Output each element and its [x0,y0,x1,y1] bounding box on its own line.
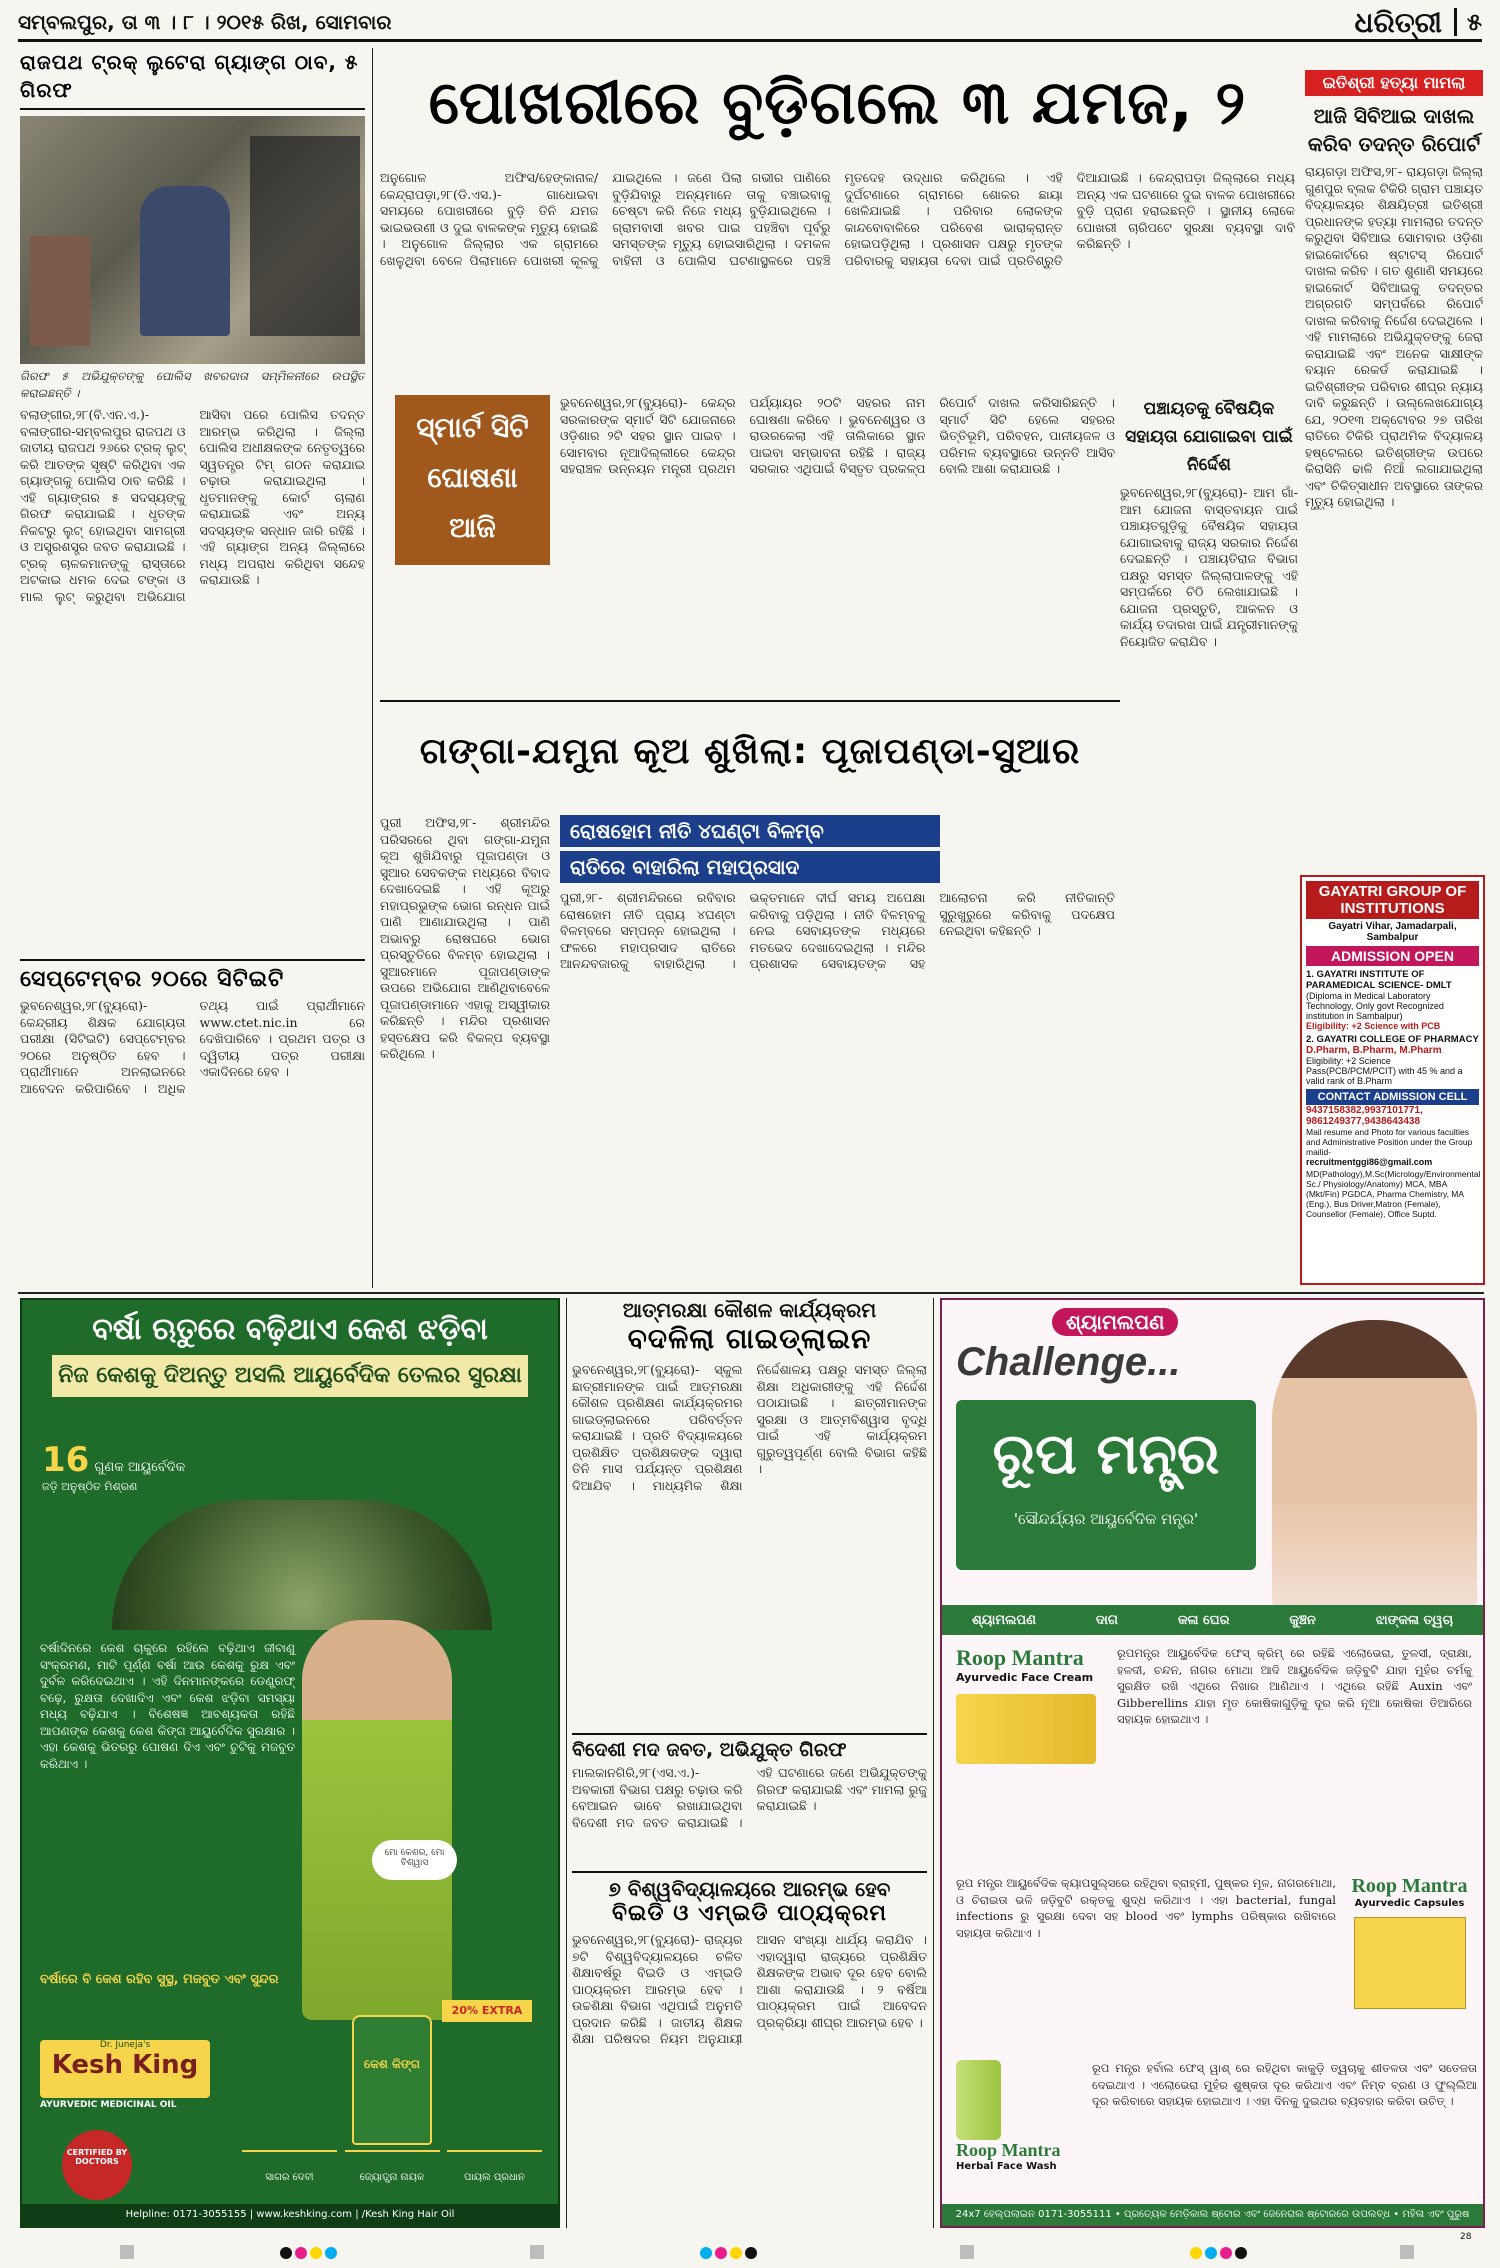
capsule-box-image [1354,1917,1466,2009]
ad-gayatri [1300,875,1485,1285]
university-h2: ବିଇଡି ଓ ଏମ୍ଇଡି ପାଠ୍ୟକ୍ରମ [612,1901,887,1926]
university-headline [572,1871,927,1926]
facewash-sub: Herbal Face Wash [956,2161,1057,2172]
capsule-product [1342,1875,1477,2045]
amrakshya-body: ଭୁବନେଶ୍ୱର,୨୮(ବ୍ୟୁରୋ)- ସ୍କୁଲ ଛାତ୍ରୀମାନଙ୍କ ପାଇଁ ଆତ୍ମରକ୍ଷା କୌଶଳ ପ୍ରଶିକ୍ଷଣ କାର୍ଯ୍ୟକ୍ରମର ଗାଇଡ୍ଲାଇନରେ ପରିବର୍ତ୍ତନ କରାଯାଇଛି । ପ୍ରତି ବିଦ୍ୟାଳୟରେ ପ୍ରଶିକ୍ଷିତ ପ୍ରଶିକ୍ଷକଙ୍କ ଦ୍ୱାରା ତିନି ମାସ ପର୍ଯ୍ୟନ୍ତ ପ୍ରଶିକ୍ଷଣ ଦିଆଯିବ । ମାଧ୍ୟମିକ ଶିକ୍ଷା ନିର୍ଦ୍ଦେଶାଳୟ ପକ୍ଷରୁ ସମସ୍ତ ଜିଲ୍ଲା ଶିକ୍ଷା ଅଧିକାରୀଙ୍କୁ ଏହି ନିର୍ଦ୍ଦେଶ ପଠାଯାଇଛି । ଛାତ୍ରୀମାନଙ୍କ ସୁରକ୍ଷା ଓ ଆତ୍ମବିଶ୍ୱାସ ବୃଦ୍ଧି ପାଇଁ ଏହି କାର୍ଯ୍ୟକ୍ରମ ଗୁରୁତ୍ୱପୂର୍ଣ୍ଣ ବୋଲି ବିଭାଗ କହିଛି । [572,1362,927,1493]
print-marks-3 [530,2244,544,2260]
cbi-body: ରାୟଗଡ଼ା ଅଫିସ,୨୮- ରାୟଗଡ଼ା ଜିଲ୍ଲା ଗୁଣପୁର ବ୍ଲକ ଟିକିରି ଗ୍ରାମ ପଞ୍ଚାୟତ ବିଦ୍ୟାଳୟର ଶିକ୍ଷୟିତ୍ରୀ ଇତିଶ୍ରୀ ପ୍ରଧାନଙ୍କ ହତ୍ୟା ମାମଲାର ତଦନ୍ତ କରୁଥିବା ସିବିଆଇ ସୋମବାର ଓଡ଼ିଶା ହାଇକୋର୍ଟରେ ଷ୍ଟାଟସ୍ ରିପୋର୍ଟ ଦାଖଲ କରିବ । ଗତ ଶୁଣାଣି ସମୟରେ ହାଇକୋର୍ଟ ସିବିଆଇକୁ ତଦନ୍ତର ଅଗ୍ରଗତି ସମ୍ପର୍କରେ ରିପୋର୍ଟ ଦାଖଲ କରିବାକୁ ନିର୍ଦ୍ଦେଶ ଦେଇଥିଲେ । ଏହି ମାମଲାରେ ଅଭିଯୁକ୍ତଙ୍କୁ ଜେରା କରାଯାଇଛି ଏବଂ ଅନେକ ସାକ୍ଷୀଙ୍କ ବୟାନ ରେକର୍ଡ କରାଯାଇଛି । ଇତିଶ୍ରୀଙ୍କ ପରିବାର ଶୀଘ୍ର ନ୍ୟାୟ ଦାବି କରୁଛନ୍ତି । ଉଲ୍ଲେଖଯୋଗ୍ୟ ଯେ, ୨୦୧୩ ଅକ୍ଟୋବର ୨୭ ତାରିଖ ରାତିରେ ଟିକିରି ପ୍ରାଥମିକ ବିଦ୍ୟାଳୟ ହଷ୍ଟେଲରେ ଇତିଶ୍ରୀଙ୍କ ଉପରେ କିରାସିନି ଢାଳି ନିଆଁ ଲଗାଯାଇଥିଲା ଏବଂ ଚିକିତ୍ସାଧୀନ ଅବସ୍ଥାରେ ତାଙ୍କର ମୃତ୍ୟୁ ହୋଇଥିଲା । [1305,164,1483,509]
middle-lower-column [572,1298,927,2228]
extra-tag: 20% EXTRA [442,2000,532,2022]
model-face-image [1272,1320,1477,1610]
roop-issues-bar [942,1605,1483,1635]
cream-product [956,1645,1106,1815]
kesh-badge [42,1440,212,1500]
story-panchayat [1120,395,1298,695]
banner-roshahoma: ରୋଷହୋମ ନୀତି ୪ଘଣ୍ଟା ବିଳମ୍ବ [560,815,940,847]
cbi-tag: ଇତିଶ୍ରୀ ହତ୍ୟା ମାମଲା [1305,70,1483,96]
roop-footer: 24x7 ହେଲ୍ପଲାଇନ 0171-3055111 • ପ୍ରତ୍ୟେକ ମେଡ଼ିକାଲ ଷ୍ଟୋର ଏବଂ ଜେନେରାଲ ଷ୍ଟୋରରେ ଉପଲବ୍ଧ • ମହିଳା ଏବଂ ପୁରୁଷ [942,2204,1483,2226]
truck-headline: ରାଜପଥ ଟ୍ରକ୍ ଲୁଟେରା ଗ୍ୟାଙ୍ଗ ଠାବ, ୫ ଗିରଫ [20,48,365,110]
puja-headline-box [380,700,1120,810]
kesh-brand-sub: AYURVEDIC MEDICINAL OIL [40,2100,177,2110]
quote-bubble: ମୋ କେଶର, ମୋ ବିଶ୍ୱାସ [372,1840,457,1880]
university-h1: ୭ ବିଶ୍ୱବିଦ୍ୟାଳୟରେ ଆରମ୍ଭ ହେବ [608,1877,891,1901]
roop-challenge: Challenge... [956,1340,1181,1384]
issue-1: ଶ୍ୟାମଲପଣ [971,1612,1036,1628]
ctet-headline: ସେପ୍ଟେମ୍ବର ୨୦ରେ ସିଟିଇଟି [20,959,365,992]
kesh-logo [40,2040,210,2098]
gayatri-item1-elig: Eligibility: +2 Science with PCB [1306,1021,1441,1031]
amrakshya-h1: ଆତ୍ମରକ୍ଷା କୌଶଳ କାର୍ଯ୍ୟକ୍ରମ [622,1298,877,1322]
masthead [18,6,1482,42]
kesh-headline: ବର୍ଷା ଋତୁରେ ବଢ଼ିଥାଏ କେଶ ଝଡ଼ିବା [92,1312,488,1347]
kesh-body: ବର୍ଷାଦିନରେ କେଶ ଚାକୁରେ ରହିଲେ ବଢ଼ିଥାଏ ଜୀବାଣୁ ସଂକ୍ରମଣ, ମାଟି ପୂର୍ଣ୍ଣ ବର୍ଷା ଆଉ କେଶକୁ ରୁକ୍ଷ ଏବଂ ଦୁର୍ବଳ କରିଦେଇଥାଏ । ଏହି ଦିନମାନଙ୍କରେ ଡେଣ୍ଡ୍ରଫ୍ ବଢ଼େ, ରୁକ୍ଷତା ଦେଖାଦିଏ ଏବଂ କେଶ ଝଡ଼ିବା ସମସ୍ୟା ମଧ୍ୟ ବଢ଼ିଯାଏ । ବିଶେଷଜ୍ଞ ଆବଶ୍ୟକତା ରହିଛି ଆପଣଙ୍କ କେଶକୁ କେଶ କିଙ୍ଗ ଆୟୁର୍ବେଦିକ ସୁରକ୍ଷାର । ଏହା କେଶକୁ ଭିତରରୁ ପୋଷଣ ଦିଏ ଏବଂ ଚୁଟିକୁ ମଜବୁତ କରିଥାଏ । [40,1641,295,1771]
kesh-tagline: ବର୍ଷାରେ ବି କେଶ ରହିବ ସୁସ୍ଥ, ମଜବୁତ ଏବଂ ସୁନ୍ଦର [40,1972,279,1987]
officer-figure [140,186,230,336]
umbrella-image [112,1500,492,1630]
testimonial-2: ଜ୍ୟୋତ୍ସ୍ନା ନାୟକ [345,2150,440,2200]
testimonial-3: ପାୟଲ ପ୍ରଧାନ [447,2150,542,2200]
banner-mahaprasad: ରାତିରେ ବାହାରିଲା ମହାପ୍ରସାଦ [560,851,940,883]
certified-seal: CERTIFIED BY DOCTORS [62,2130,132,2200]
cream-name: Roop Mantra [956,1645,1084,1670]
kesh-helpline: Helpline: 0171-3055155 | www.keshking.com | /Kesh King Hair Oil [22,2204,558,2226]
page-number: ୫ [1454,8,1482,36]
gayatri-item2: 2. GAYATRI COLLEGE OF PHARMACY [1306,1034,1479,1045]
facewash-product [956,2060,1086,2200]
police-woman-figure [30,236,90,346]
facewash-tube-image [956,2060,1001,2140]
roop-brand-top: ଶ୍ୟାମଲପଣ [1052,1308,1178,1336]
print-marks-5 [960,2244,974,2260]
truck-caption: ଗିରଫ ୫ ଅଭିଯୁକ୍ତଙ୍କୁ ପୋଲିସ ଖବରଦାତା ସମ୍ମିଳନୀରେ ଉପସ୍ଥିତ କରାଇଛନ୍ତି । [20,369,365,400]
gayatri-item1: 1. GAYATRI INSTITUTE OF PARAMEDICAL SCIENCE- DMLT [1306,969,1452,991]
truck-body: ବଲାଙ୍ଗୀର,୨୮(ବି.ଏନ.ଏ.)- ବଳାଙ୍ଗୀର-ସମ୍ବଲପୁର ରାଜପଥ ଓ ଜାତୀୟ ରାଜପଥ ୨୬ରେ ଟ୍ରକ୍ ଲୁଟ୍ କରି ଆତଙ୍କ ସୃଷ୍ଟି କରିଥିବା ଏକ ଗ୍ୟାଙ୍ଗକୁ ପୋଲିସ ଠାବ କରିଛି । ଏହି ଗ୍ୟାଙ୍ଗର ୫ ସଦସ୍ୟଙ୍କୁ ଗିରଫ କରାଯାଇଛି । ଧୃତଙ୍କ ନିକଟରୁ ଲୁଟ୍ ହୋଇଥିବା ସାମଗ୍ରୀ ଓ ଅସ୍ତ୍ରଶସ୍ତ୍ର ଜବତ କରାଯାଇଛି । ଟ୍ରକ୍ ଚାଳକମାନଙ୍କୁ ରାସ୍ତାରେ ଅଟକାଇ ଧମକ ଦେଇ ଟଙ୍କା ଓ ମାଲ ଲୁଟ୍ କରୁଥିବା ଅଭିଯୋଗ ଆସିବା ପରେ ପୋଲିସ ତଦନ୍ତ ଆରମ୍ଭ କରିଥିଲା । ଜିଲ୍ଲା ପୋଲିସ ଅଧୀକ୍ଷକଙ୍କ ନେତୃତ୍ୱରେ ସ୍ୱତନ୍ତ୍ର ଟିମ୍ ଗଠନ କରାଯାଇ ଚଢ଼ାଉ କରାଯାଇଥିଲା । ଧୃତମାନଙ୍କୁ କୋର୍ଟ ଚାଲାଣ କରାଯାଇଛି ଏବଂ ଅନ୍ୟ ସଦସ୍ୟଙ୍କ ସନ୍ଧାନ ଜାରି ରହିଛି । ଏହି ଗ୍ୟାଙ୍ଗ ଅନ୍ୟ ଜିଲ୍ଲାରେ ମଧ୍ୟ ଅପରାଧ କରିଥିବା ସନ୍ଦେହ କରାଯାଉଛି । [20,407,365,604]
cream-sub: Ayurvedic Face Cream [956,1671,1094,1684]
gayatri-address: Gayatri Vihar, Jamadarpali, Sambalpur [1328,921,1457,943]
ad-roopmantra [940,1298,1485,2228]
gayatri-item2-elig: Eligibility: +2 Science Pass(PCB/PCM/PCIT) with 45 % and a valid rank of B.Pharm [1306,1056,1463,1086]
liquor-body: ମାଲକାନଗିରି,୨୮(ଏସ.ଏ.)- ଅବକାରୀ ବିଭାଗ ପକ୍ଷରୁ ଚଢ଼ାଉ କରି ବେଆଇନ ଭାବେ ରଖାଯାଇଥିବା ବିଦେଶୀ ମଦ ଜବତ କରାଯାଇଛି । ଏହି ଘଟଣାରେ ଜଣେ ଅଭିଯୁକ୍ତଙ୍କୁ ଗିରଫ କରାଯାଇଛି ଏବଂ ମାମଲା ରୁଜୁ କରାଯାଇଛି । [572,1765,927,1830]
panchayat-body: ଭୁବନେଶ୍ୱର,୨୮(ବ୍ୟୁରୋ)- ଆମ ଗାଁ-ଆମ ଯୋଜନା ବାସ୍ତବାୟନ ପାଇଁ ପଞ୍ଚାୟତଗୁଡ଼ିକୁ ବୈଷୟିକ ସହାୟତା ଯୋଗାଇବାକୁ ରାଜ୍ୟ ସରକାର ନିର୍ଦ୍ଦେଶ ଦେଇଛନ୍ତି । ପଞ୍ଚାୟତିରାଜ ବିଭାଗ ପକ୍ଷରୁ ସମସ୍ତ ଜିଲ୍ଲାପାଳଙ୍କୁ ଏହି ସମ୍ପର୍କରେ ଚିଠି ଲେଖାଯାଇଛି । ଯୋଜନା ପ୍ରସ୍ତୁତି, ଆକଳନ ଓ କାର୍ଯ୍ୟ ତଦାରଖ ପାଇଁ ଯନ୍ତ୍ରୀମାନଙ୍କୁ ନିୟୋଜିତ କରାଯିବ । [1120,485,1298,649]
print-marks-4 [700,2244,760,2260]
oil-bottle: କେଶ କିଙ୍ଗ [352,2015,432,2145]
university-body: ଭୁବନେଶ୍ୱର,୨୮(ବ୍ୟୁରୋ)- ରାଜ୍ୟର ୭ଟି ବିଶ୍ୱବିଦ୍ୟାଳୟରେ ଚଳିତ ଶିକ୍ଷାବର୍ଷରୁ ବିଇଡି ଓ ଏମ୍ଇଡି ପାଠ୍ୟକ୍ରମ ଆରମ୍ଭ ହେବ । ଉଚ୍ଚଶିକ୍ଷା ବିଭାଗ ଏଥିପାଇଁ ଅନୁମତି ପ୍ରଦାନ କରିଛି । ଜାତୀୟ ଶିକ୍ଷକ ଶିକ୍ଷା ପରିଷଦର ନିୟମ ଅନୁଯାୟୀ ଆସନ ସଂଖ୍ୟା ଧାର୍ଯ୍ୟ କରାଯିବ । ଏହାଦ୍ୱାରା ରାଜ୍ୟରେ ପ୍ରଶିକ୍ଷିତ ଶିକ୍ଷକଙ୍କ ଅଭାବ ଦୂର ହେବ ବୋଲି ଆଶା କରାଯାଉଛି । ୨ ବର୍ଷିଆ ପାଠ୍ୟକ୍ରମ ପାଇଁ ଆବେଦନ ପ୍ରକ୍ରିୟା ଶୀଘ୍ର ଆରମ୍ଭ ହେବ । [572,1932,927,2046]
badge-text: ଗୁଣକ ଆୟୁର୍ବେଦିକ [94,1460,186,1475]
puja-body2: ପୁରୀ,୨୮- ଶ୍ରୀମନ୍ଦିରରେ ରବିବାର ରୋଷହୋମ ନୀତି ପ୍ରାୟ ୪ଘଣ୍ଟା ବିଳମ୍ବରେ ସମ୍ପନ୍ନ ହୋଇଥିଲା । ଫଳରେ ମହାପ୍ରସାଦ ରାତିରେ ଆନନ୍ଦବଜାରକୁ ବାହାରିଥିଲା । ଭକ୍ତମାନେ ଦୀର୍ଘ ସମୟ ଅପେକ୍ଷା କରିବାକୁ ପଡ଼ିଥିଲା । ନୀତି ବିଳମ୍ବକୁ ନେଇ ସେବାୟତଙ୍କ ମଧ୍ୟରେ ମତଭେଦ ଦେଖାଦେଇଥିଲା । ମନ୍ଦିର ପ୍ରଶାସକ ସେବାୟତଙ୍କ ସହ ଆଲୋଚନା କରି ନୀତିକାନ୍ତି ସୁରୁଖୁରୁରେ କରିବାକୁ ପଦକ୍ଷେପ ନେଇଥିବା କହିଛନ୍ତି । [560,890,1115,971]
gayatri-positions: MD(Pathology),M.Sc(Micrology/Environmental Sc./ Physiology/Anatomy) MCA, MBA (Mkt/Fin) PGDCA, Pharma Chemistry, MA (Eng.), Bus Driver,Matron (Female), Counsellor (Female), Office Suptd. [1306,1169,1481,1219]
testimonials [242,2150,542,2200]
amrakshya-h2: ବଦଳିଲା ଗାଇଡ୍ଲାଇନ [627,1322,872,1355]
puja-banners [560,815,940,885]
print-marks-7 [1400,2244,1414,2260]
date-line: ସମ୍ବଲପୁର, ତା ୩ । ୮ । ୨୦୧୫ ରିଖ, ସୋମବାର [18,10,392,34]
gayatri-phones: 9437158382,9937101771, 9861249377,9438643438 [1306,1105,1423,1127]
cream-tube-image [956,1694,1096,1764]
print-marks-6 [1190,2244,1250,2260]
roop-title-box [956,1400,1256,1570]
ad-keshking [20,1298,560,2228]
roop-title: ରୂପ ମନ୍ତ୍ର [992,1422,1220,1487]
badge-number: 16 [42,1440,90,1480]
roop-subtitle: 'ସୌନ୍ଦର୍ଯ୍ୟର ଆୟୁର୍ବେଦିକ ମନ୍ତ୍ର' [1013,1510,1199,1528]
panchayat-headline: ପଞ୍ଚାୟତକୁ ବୈଷୟିକ ସହାୟତା ଯୋଗାଇବା ପାଇଁ ନିର୍ଦ୍ଦେଶ [1125,399,1293,475]
issue-2: ଦାଗ [1095,1612,1118,1628]
pond-headline-box [380,48,1295,164]
gayatri-item2-courses: D.Pharm, B.Pharm, M.Pharm [1306,1045,1442,1056]
ctet-body: ଭୁବନେଶ୍ୱର,୨୮(ବ୍ୟୁରୋ)- କେନ୍ଦ୍ରୀୟ ଶିକ୍ଷକ ଯୋଗ୍ୟତା ପରୀକ୍ଷା (ସିଟିଇଟି) ସେପ୍ଟେମ୍ବର ୨୦ରେ ଅନୁଷ୍ଠିତ ହେବ । ପ୍ରାର୍ଥୀମାନେ ଅନଲାଇନରେ ଆବେଦନ କରିପାରିବେ । ଅଧିକ ତଥ୍ୟ ପାଇଁ ପ୍ରାର୍ଥୀମାନେ www.ctet.nic.in ରେ ଦେଖିପାରିବେ । ପ୍ରଥମ ପତ୍ର ଓ ଦ୍ୱିତୀୟ ପତ୍ର ପରୀକ୍ଷା ଏକାଦିନରେ ହେବ । [20,998,365,1096]
accused-figures [250,136,360,336]
gayatri-mail-note: Mail resume and Photo for various faculties and Administrative Position under the Group mailid- [1306,1127,1473,1157]
testimonial-1: ସାଗର ଦେବୀ [242,2150,337,2200]
print-marks-1 [120,2244,134,2260]
badge-sub: ଜଡ଼ି ଅନୁଷ୍ଠିତ ମିଶ୍ରଣ [42,1480,138,1493]
page-marker: 28 [1460,2232,1472,2242]
paper-name: ଧରିତ୍ରୀ [1354,6,1442,39]
kesh-brand-by: Dr. Juneja's [99,2040,151,2050]
cbi-headline: ଆଜି ସିବିଆଇ ଦାଖଲ କରିବ ତଦନ୍ତ ରିପୋର୍ଟ [1307,104,1481,156]
print-marks-2 [280,2244,340,2260]
puja-body: ପୁରୀ ଅଫିସ,୨୮- ଶ୍ରୀମନ୍ଦିର ପରିସରରେ ଥିବା ଗଙ୍ଗା-ଯମୁନା କୂଅ ଶୁଖିଯିବାରୁ ପୂଜାପଣ୍ଡା ଓ ସୁଆର ସେବକଙ୍କ ମଧ୍ୟରେ ବିବାଦ ଦେଖାଦେଇଛି । ଏହି କୂଅରୁ ମହାପ୍ରଭୁଙ୍କ ଭୋଗ ରନ୍ଧନ ପାଇଁ ପାଣି ଆଣାଯାଉଥିଲା । ପାଣି ଅଭାବରୁ ରୋଷଘରେ ଭୋଗ ପ୍ରସ୍ତୁତିରେ ବିଳମ୍ବ ହୋଇଥିଲା । ସୁଆରମାନେ ପୂଜାପଣ୍ଡାଙ୍କ ଉପରେ ଅଭିଯୋଗ ଆଣିଥିବାବେଳେ ପୂଜାପଣ୍ଡାମାନେ ଏହାକୁ ଅସ୍ୱୀକାର କରିଛନ୍ତି । ମନ୍ଦିର ପ୍ରଶାସନ ହସ୍ତକ୍ଷେପ କରି ବିକଳ୍ପ ବ୍ୟବସ୍ଥା କରିଥିଲେ । [380,815,550,1061]
contact-banner: CONTACT ADMISSION CELL [1306,1089,1479,1105]
smartcity-title: ସ୍ମାର୍ଟ ସିଟି ଘୋଷଣା ଆଜି [395,395,550,565]
liquor-headline: ବିଦେଶୀ ମଦ ଜବତ, ଅଭିଯୁକ୍ତ ଗିରଫ [572,1733,927,1761]
capsule-name: Roop Mantra [1351,1875,1468,1897]
police-press-photo [20,116,365,364]
gayatri-item1-desc: (Diploma in Medical Laboratory Technology, Only govt Recognized institution in Sambalpur) [1306,991,1444,1021]
amrakshya-headline [572,1298,927,1356]
capsule-sub: Ayurvedic Capsules [1354,1898,1465,1909]
story-cbi [1305,70,1483,870]
issue-3: କଳା ଘେର [1177,1612,1230,1628]
puja-headline: ଗଙ୍ଗା-ଯମୁନା କୂଅ ଶୁଖିଲା: ପୂଜାପଣ୍ଡା-ସୁଆର [419,731,1081,772]
issue-5: ଝାଙ୍କଳା ତ୍ୱଚା [1375,1612,1453,1628]
pond-headline: ପୋଖରୀରେ ବୁଡ଼ିଗଲେ ୩ ଯମଜ, ୨ [428,68,1247,138]
capsule-desc: ରୂପ ମନ୍ତ୍ର ଆୟୁର୍ବେଦିକ କ୍ୟାପସୁଲ୍ସରେ ରହିଥିବା ବ୍ରାହ୍ମୀ, ପୁଷ୍କର ମୂଳ, ନାଗରମୋଥା, ଓ ଚିରାଇତା ଭଳି ଜଡ଼ିବୁଟି ରକ୍ତକୁ ଶୁଦ୍ଧ କରିଥାଏ । ଏହା bacterial, fungal infections ରୁ ସୁରକ୍ଷା ଦେବା ସହ blood ଏବଂ lymphs ପରିଷ୍କାର ରଖିବାରେ ସହାୟତା କରିଥାଏ । [956,1876,1336,1940]
story-truck-gang [20,48,365,1288]
admission-open-banner: ADMISSION OPEN [1306,946,1479,966]
issue-4: କୁଞ୍ଚନ [1289,1612,1316,1628]
model-figure [302,1620,452,2020]
facewash-name: Roop Mantra [956,2140,1061,2160]
gayatri-title: GAYATRI GROUP OF INSTITUTIONS [1306,881,1479,919]
pond-body: ଅନୁଗୋଳ ଅଫିସ/ହେଙ୍କାନାଳ/କେନ୍ଦ୍ରାପଡ଼ା,୨୮(ଡି.ଏସ.)- ଗାଧୋଇବା ସମୟରେ ପୋଖରୀରେ ବୁଡ଼ି ତିନି ଯମଜ ଭାଇଭଉଣୀ ଓ ଦୁଇ ବାଳକଙ୍କ ମୃତ୍ୟୁ ହୋଇଛି । ଅନୁଗୋଳ ଜିଲ୍ଲାର ଏକ ଗ୍ରାମରେ ଖେଳୁଥିବା ବେଳେ ପିଲାମାନେ ପୋଖରୀ କୂଳକୁ ଯାଇଥିଲେ । ଜଣେ ପିଲା ଗଭୀର ପାଣିରେ ବୁଡ଼ିଯିବାରୁ ଅନ୍ୟମାନେ ତାକୁ ବଞ୍ଚାଇବାକୁ ଚେଷ୍ଟା କରି ନିଜେ ମଧ୍ୟ ବୁଡ଼ିଯାଇଥିଲେ । ଗ୍ରାମବାସୀ ଖବର ପାଇ ପହଞ୍ଚିବା ପୂର୍ବରୁ ସମସ୍ତଙ୍କ ମୃତ୍ୟୁ ହୋଇସାରିଥିଲା । ଦମକଳ ବାହିନୀ ଓ ପୋଲିସ ଘଟଣାସ୍ଥଳରେ ପହଞ୍ଚି ମୃତଦେହ ଉଦ୍ଧାର କରିଥିଲେ । ଏହି ଦୁର୍ଘଟଣାରେ ଗ୍ରାମରେ ଶୋକର ଛାୟା ଖେଳିଯାଇଛି । ପରିବାର ଲୋକଙ୍କ କାନ୍ଦବୋବାଳିରେ ପରିବେଶ ଭାରାକ୍ରାନ୍ତ ହୋଇପଡ଼ିଥିଲା । ପ୍ରଶାସନ ପକ୍ଷରୁ ମୃତଙ୍କ ପରିବାରକୁ ସହାୟତା ଦେବା ପାଇଁ ପ୍ରତିଶ୍ରୁତି ଦିଆଯାଇଛି । କେନ୍ଦ୍ରାପଡ଼ା ଜିଲ୍ଲାରେ ମଧ୍ୟ ଅନ୍ୟ ଏକ ଘଟଣାରେ ଦୁଇ ବାଳକ ପୋଖରୀରେ ବୁଡ଼ି ପ୍ରାଣ ହରାଇଛନ୍ତି । ସ୍ଥାନୀୟ ଲୋକେ ପୋଖରୀ ଚାରିପଟେ ସୁରକ୍ଷା ବ୍ୟବସ୍ଥା ଦାବି କରିଛନ୍ତି । [380,170,1295,268]
kesh-brand: Kesh King [51,2050,199,2080]
gayatri-email[interactable]: recruitmentggi86@gmail.com [1306,1157,1433,1167]
cream-desc: ରୂପମନ୍ତ୍ର ଆୟୁର୍ବେଦିକ ଫେସ୍ କ୍ରିମ୍ ରେ ରହିଛି ଏଲୋଭେରା, ତୁଳସୀ, ଦ୍ରାକ୍ଷା, ହଳଦୀ, ଚନ୍ଦନ, ନାଗର ମୋଥା ଆଦି ଆୟୁର୍ବେଦିକ ଜଡ଼ିବୁଟି ଯାହା ମୁହଁର ଚର୍ମକୁ ସୁରକ୍ଷିତ ରଖି ଏଥିରେ ନିଖାର ଆଣିଥାଏ । ଏଥିରେ ରହିଛି Auxin ଏବଂ Gibberellins ଯାହା ମୃତ କୋଷିକାଗୁଡ଼ିକୁ ଦୂର କରି ନୂଆ କୋଷିକା ତିଆରିରେ ସହାୟକ ହୋଇଥାଏ । [1117,1646,1472,1726]
facewash-desc: ରୂପ ମନ୍ତ୍ର ହର୍ବାଲ ଫେସ୍ ୱାଶ୍ ରେ ରହିଥିବା କାକୁଡ଼ି ତ୍ୱଚାକୁ ଶୀତଳତା ଏବଂ ସତେଜତା ଦେଇଥାଏ । ଏଲୋଭେରା ମୁହଁର ଶୁଷ୍କତା ଦୂର କରିଥାଏ ଏବଂ ନିମ୍ବ ବ୍ରଣ ଓ ଫୁଲ୍ଲିଆ ଦୂର କରିବାରେ ସହାୟକ ହୋଇଥାଏ । ଏହା ଦିନକୁ ଦୁଇଥର ବ୍ୟବହାର କରିବା ଉଚିତ୍ । [1092,2061,1477,2108]
kesh-subline: ନିଜ କେଶକୁ ଦିଅନ୍ତୁ ଅସଲି ଆୟୁର୍ବେଦିକ ତେଲର ସୁରକ୍ଷା [52,1355,528,1397]
smartcity-body: ଭୁବନେଶ୍ୱର,୨୮(ବ୍ୟୁରୋ)- କେନ୍ଦ୍ର ସରକାରଙ୍କ ସ୍ମାର୍ଟ ସିଟି ଯୋଜନାରେ ଓଡ଼ିଶାର ୨ଟି ସହର ସ୍ଥାନ ପାଇବ । ସୋମବାର ନୂଆଦିଲ୍ଲୀରେ କେନ୍ଦ୍ର ସହରାଞ୍ଚଳ ଉନ୍ନୟନ ମନ୍ତ୍ରୀ ପ୍ରଥମ ପର୍ଯ୍ୟାୟର ୨୦ଟି ସହରର ନାମ ଘୋଷଣା କରିବେ । ଭୁବନେଶ୍ୱର ଓ ରାଉରକେଲା ଏହି ତାଲିକାରେ ସ୍ଥାନ ପାଇବା ସମ୍ଭାବନା ରହିଛି । ରାଜ୍ୟ ସରକାର ଏଥିପାଇଁ ବିସ୍ତୃତ ପ୍ରକଳ୍ପ ରିପୋର୍ଟ ଦାଖଲ କରିସାରିଛନ୍ତି । ସ୍ମାର୍ଟ ସିଟି ହେଲେ ସହରର ଭିତ୍ତିଭୂମି, ପରିବହନ, ପାନୀୟଜଳ ଓ ପରିମଳ ବ୍ୟବସ୍ଥାରେ ଉନ୍ନତି ଆସିବ ବୋଲି ଆଶା କରାଯାଉଛି । [560,395,1115,476]
